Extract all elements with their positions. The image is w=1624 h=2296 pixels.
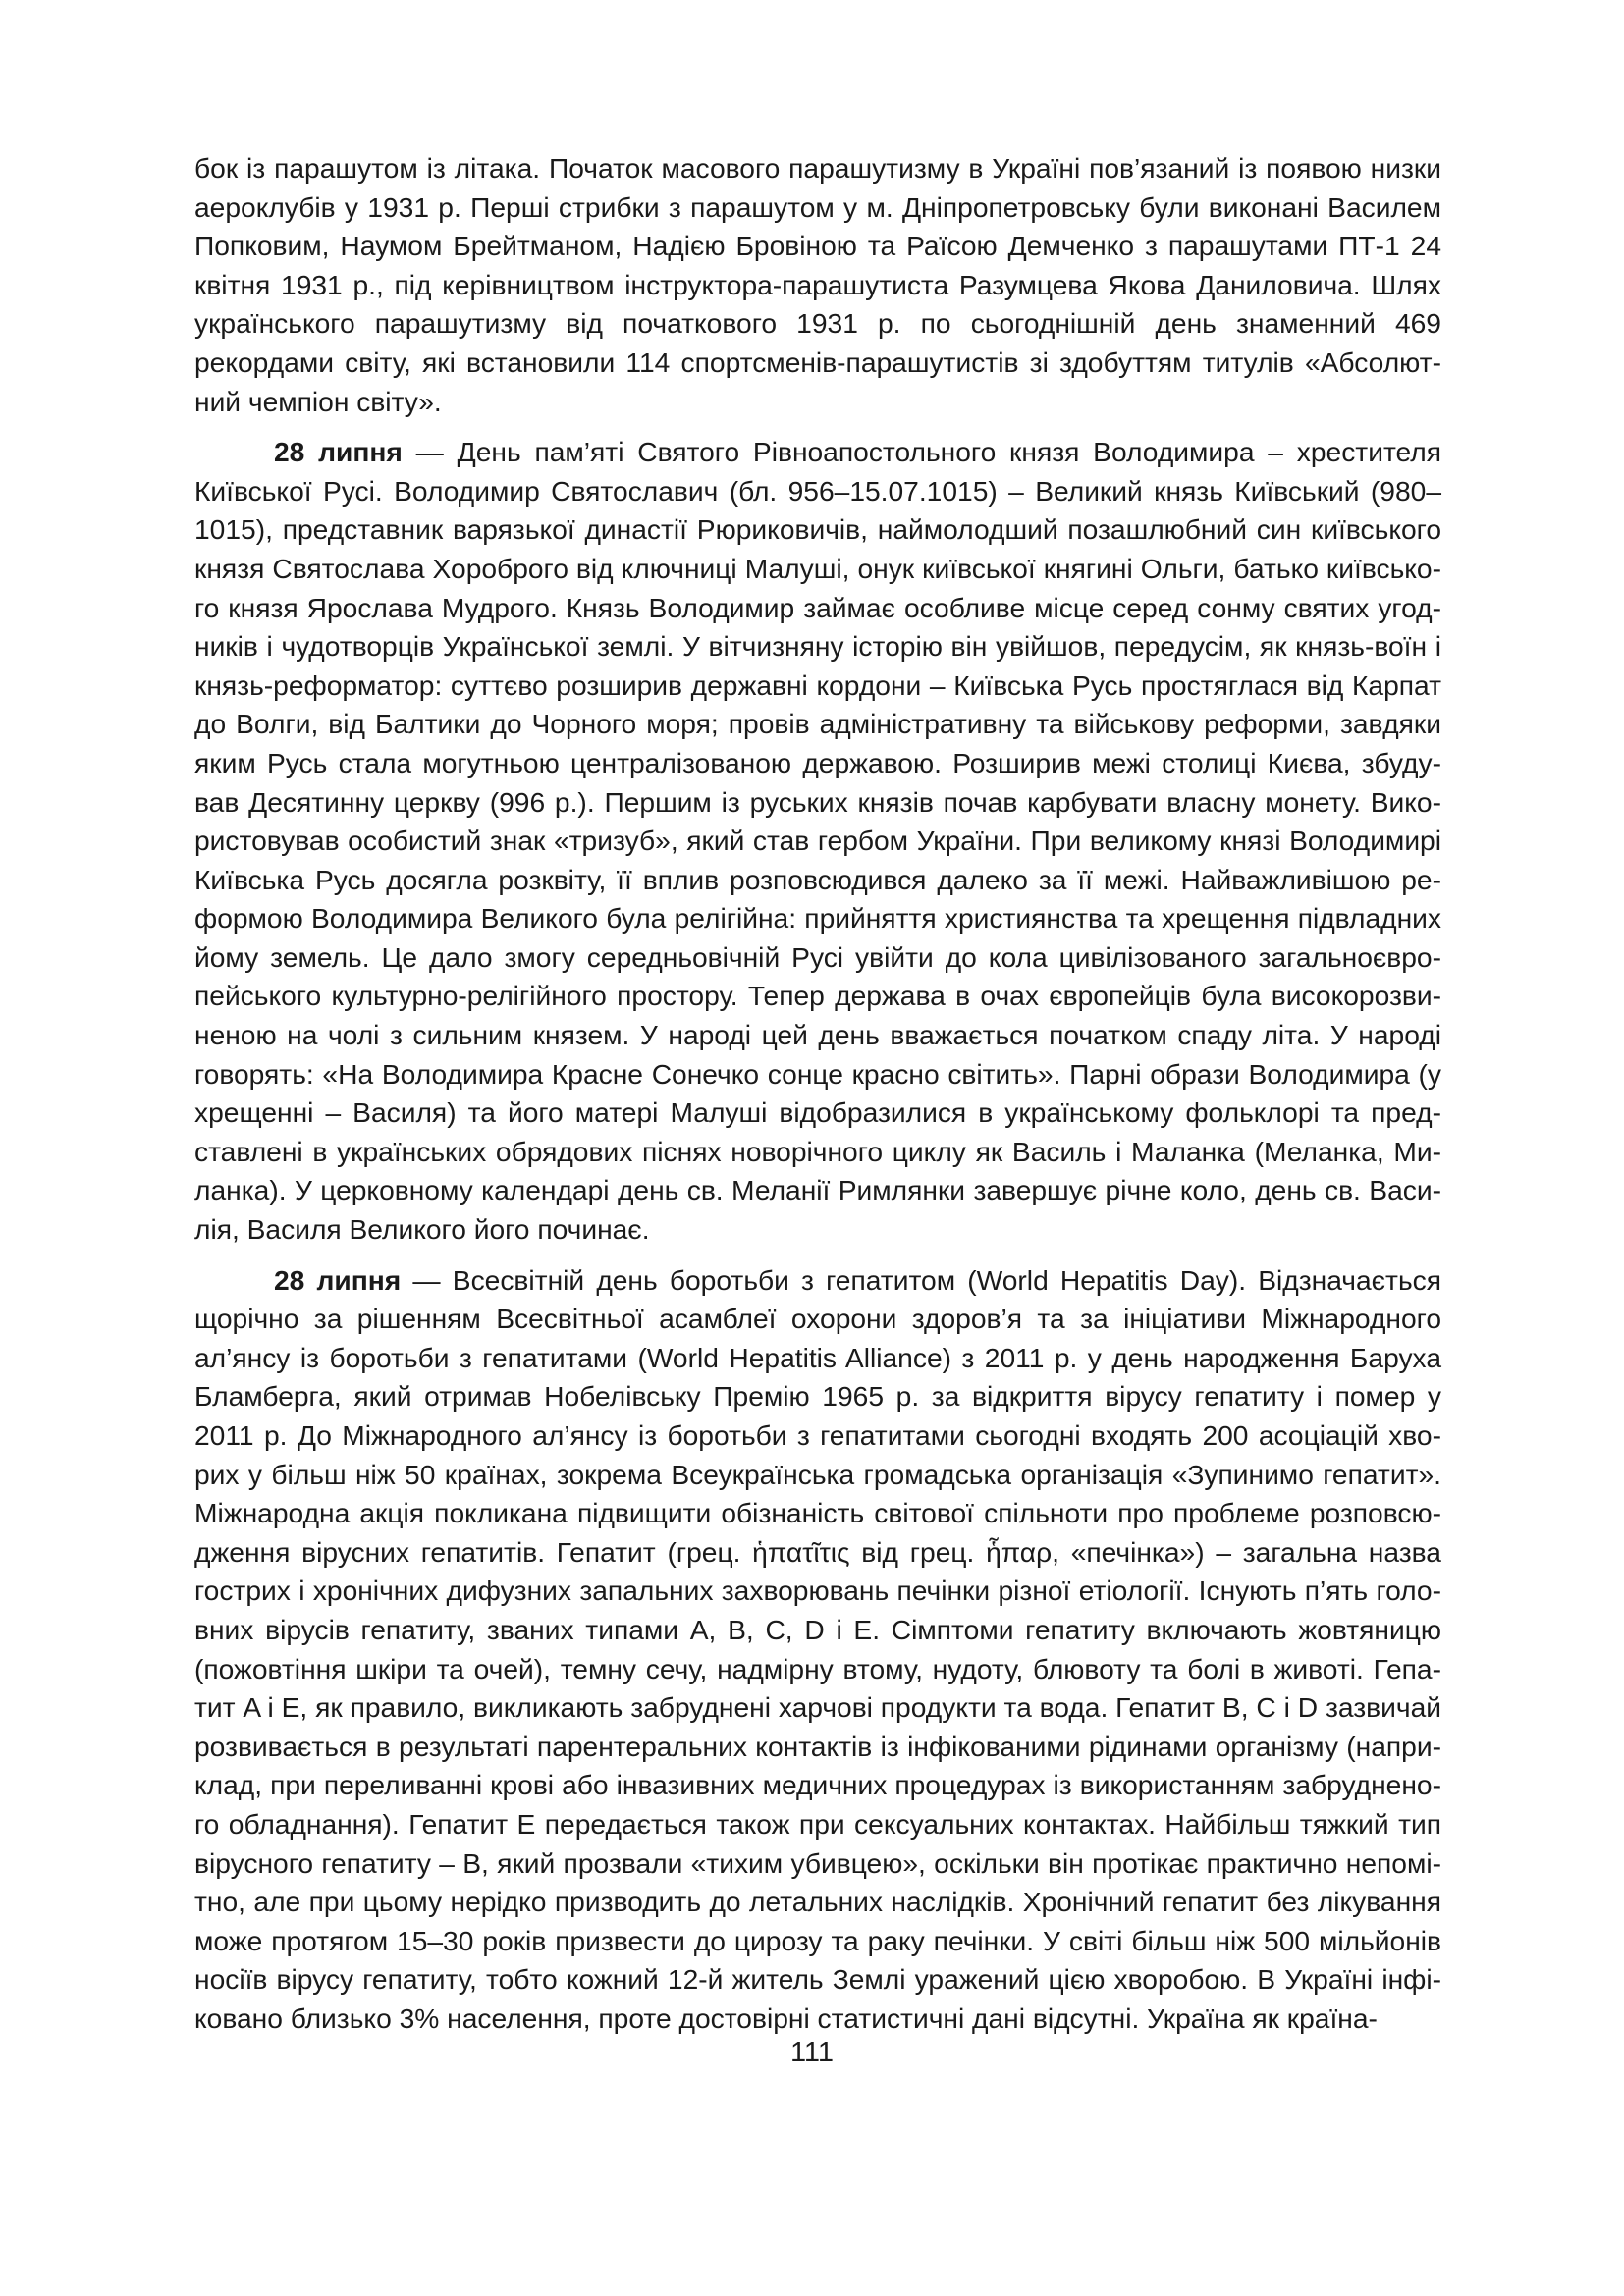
paragraph-parachuting [194,149,1441,421]
paragraph-text: бок із парашутом із літака. Початок масового парашутизму в Україні пов’язаний із появою низки аероклубів у 1931 р. Перші стрибки з парашутом у м. Дніпропетровську були виконані Василем Попковим, Наумом Брейтманом, Надією Бровіною та Раїсою Демченко з парашутами ПТ-1 24 квітня 1931 р., під керівництвом інструктора-парашутиста Разумцева Якова Даниловича. Шлях українського парашутизму від початкового 1931 р. по сьогоднішній день знаменний 469 рекордами світу, які встановили 114 спортсменів-парашутистів зі здобуттям титулів «Абсолютний чемпіон світу». [194,152,1441,417]
paragraph-volodymyr-day [194,433,1441,1249]
paragraph-dash: — [401,1263,453,1296]
paragraph-date: 28 липня [274,436,403,468]
paragraph-hepatitis-day [194,1261,1441,2039]
paragraph-text: День пам’яті Святого Рівноапостольного князя Володимира – хрестителя Київської Русі. Володимир Святославич (бл. 956–15.07.1015) – Великий князь Київський (980–1015), представник варязької династії Рюриковичів, наймолодший позашлюбний син київського князя Святослава Хороброго від ключниці Малуші, онук київської княгині Ольги, батько київського князя Ярослава Мудрого. Князь Володимир займає особливе місце серед сонму святих угодників і чудотворців Української землі. У вітчизняну історію він увійшов, передусім, як князь-воїн і князь-реформатор: суттєво розширив державні кордони – Київська Русь простяглася від Карпат до Волги, від Балтики до Чорного моря; провів адміністративну та військову реформи, завдяки яким Русь стала могутньою централізованою державою. Розширив межі столиці Києва, збудував Десятинну церкву (996 р.). Першим із руських князів почав карбувати власну монету. Використовував особистий знак «тризуб», який став гербом України. При великому князі Володимирі Київська Русь досягла розквіту, її вплив розповсюдився далеко за її межі. Найважливішою реформою Володимира Великого була релігійна: прийняття християнства та хрещення підвладних йому земель. Це дало змогу середньовічній Русі увійти до кола цивілізованого загальноєвропейського культурно-релігійного простору. Тепер держава в очах європейців була високорозвиненою на чолі з сильним князем. У народі цей день вважається початком спаду літа. У народі говорять: «На Володимира Красне Сонечко сонце красно світить». Парні образи Володимира (у хрещенні – Василя) та його матері Малуші відобразилися в українському фольклорі та представлені в українських обрядових піснях новорічного циклу як Василь і Маланка (Меланка, Миланка). У церковному календарі день св. Меланії Римлянки завершує річне коло, день св. Василія, Василя Великого його починає. [194,436,1442,1246]
page-number: 111 [789,2037,835,2068]
paragraph-text: Всесвітній день боротьби з гепатитом (World Hepatitis Day). Відзначається щорічно за рішенням Всесвітньої асамблеї охорони здоров’я та за ініціативи Міжнародного ал’янсу із боротьби з гепатитами (World Hepatitis Alliance) з 2011 р. у день народження Баруха Бламберга, який отримав Нобелівську Премію 1965 р. за відкриття вірусу гепатиту і помер у 2011 р. До Міжнародного ал’янсу із боротьби з гепатитами сьогодні входять 200 асоціацій хворих у більш ніж 50 країнах, зокрема Всеукраїнська громадська організація «Зупинимо гепатит». Міжнародна акція покликана підвищити обізнаність світової спільноти про проблеме розповсюдження вірусних гепатитів. Гепатит (грец. ἡπατῖτις від грец. ἧπαρ, «печінка») – загальна назва гострих і хронічних дифузних запальних захворювань печінки різної етіології. Існують п’ять головних вірусів гепатиту, званих типами А, B, C, D і E. Сімптоми гепатиту включають жовтяницю (пожовтіння шкіри та очей), темну сечу, надмірну втому, нудоту, блювоту та болі в животі. Гепатит A і E, як правило, викликають забруднені харчові продукти та вода. Гепатит B, C і D зазвичай розвивається в результаті парентеральних контактів із інфікованими рідинами організму (наприклад, при переливанні крові або інвазивних медичних процедурах із використанням забрудненого обладнання). Гепатит E передається також при сексуальних контактах. Найбільш тяжкий тип вірусного гепатиту – В, який прозвали «тихим убивцею», оскільки він протікає практично непомітно, але при цьому нерідко призводить до летальних наслідків. Хронічний гепатит без лікування може протягом 15–30 років призвести до цирозу та раку печінки. У світі більш ніж 500 мільйонів носіїв вірусу гепатиту, тобто кожний 12-й житель Землі уражений цією хворобою. В Україні інфіковано близько 3% населення, проте достовірні статистичні дані відсутні. Україна як країна- [194,1263,1441,2034]
paragraph-dash: — [402,436,458,468]
document-body [194,149,1441,2051]
paragraph-date: 28 липня [274,1263,402,1296]
